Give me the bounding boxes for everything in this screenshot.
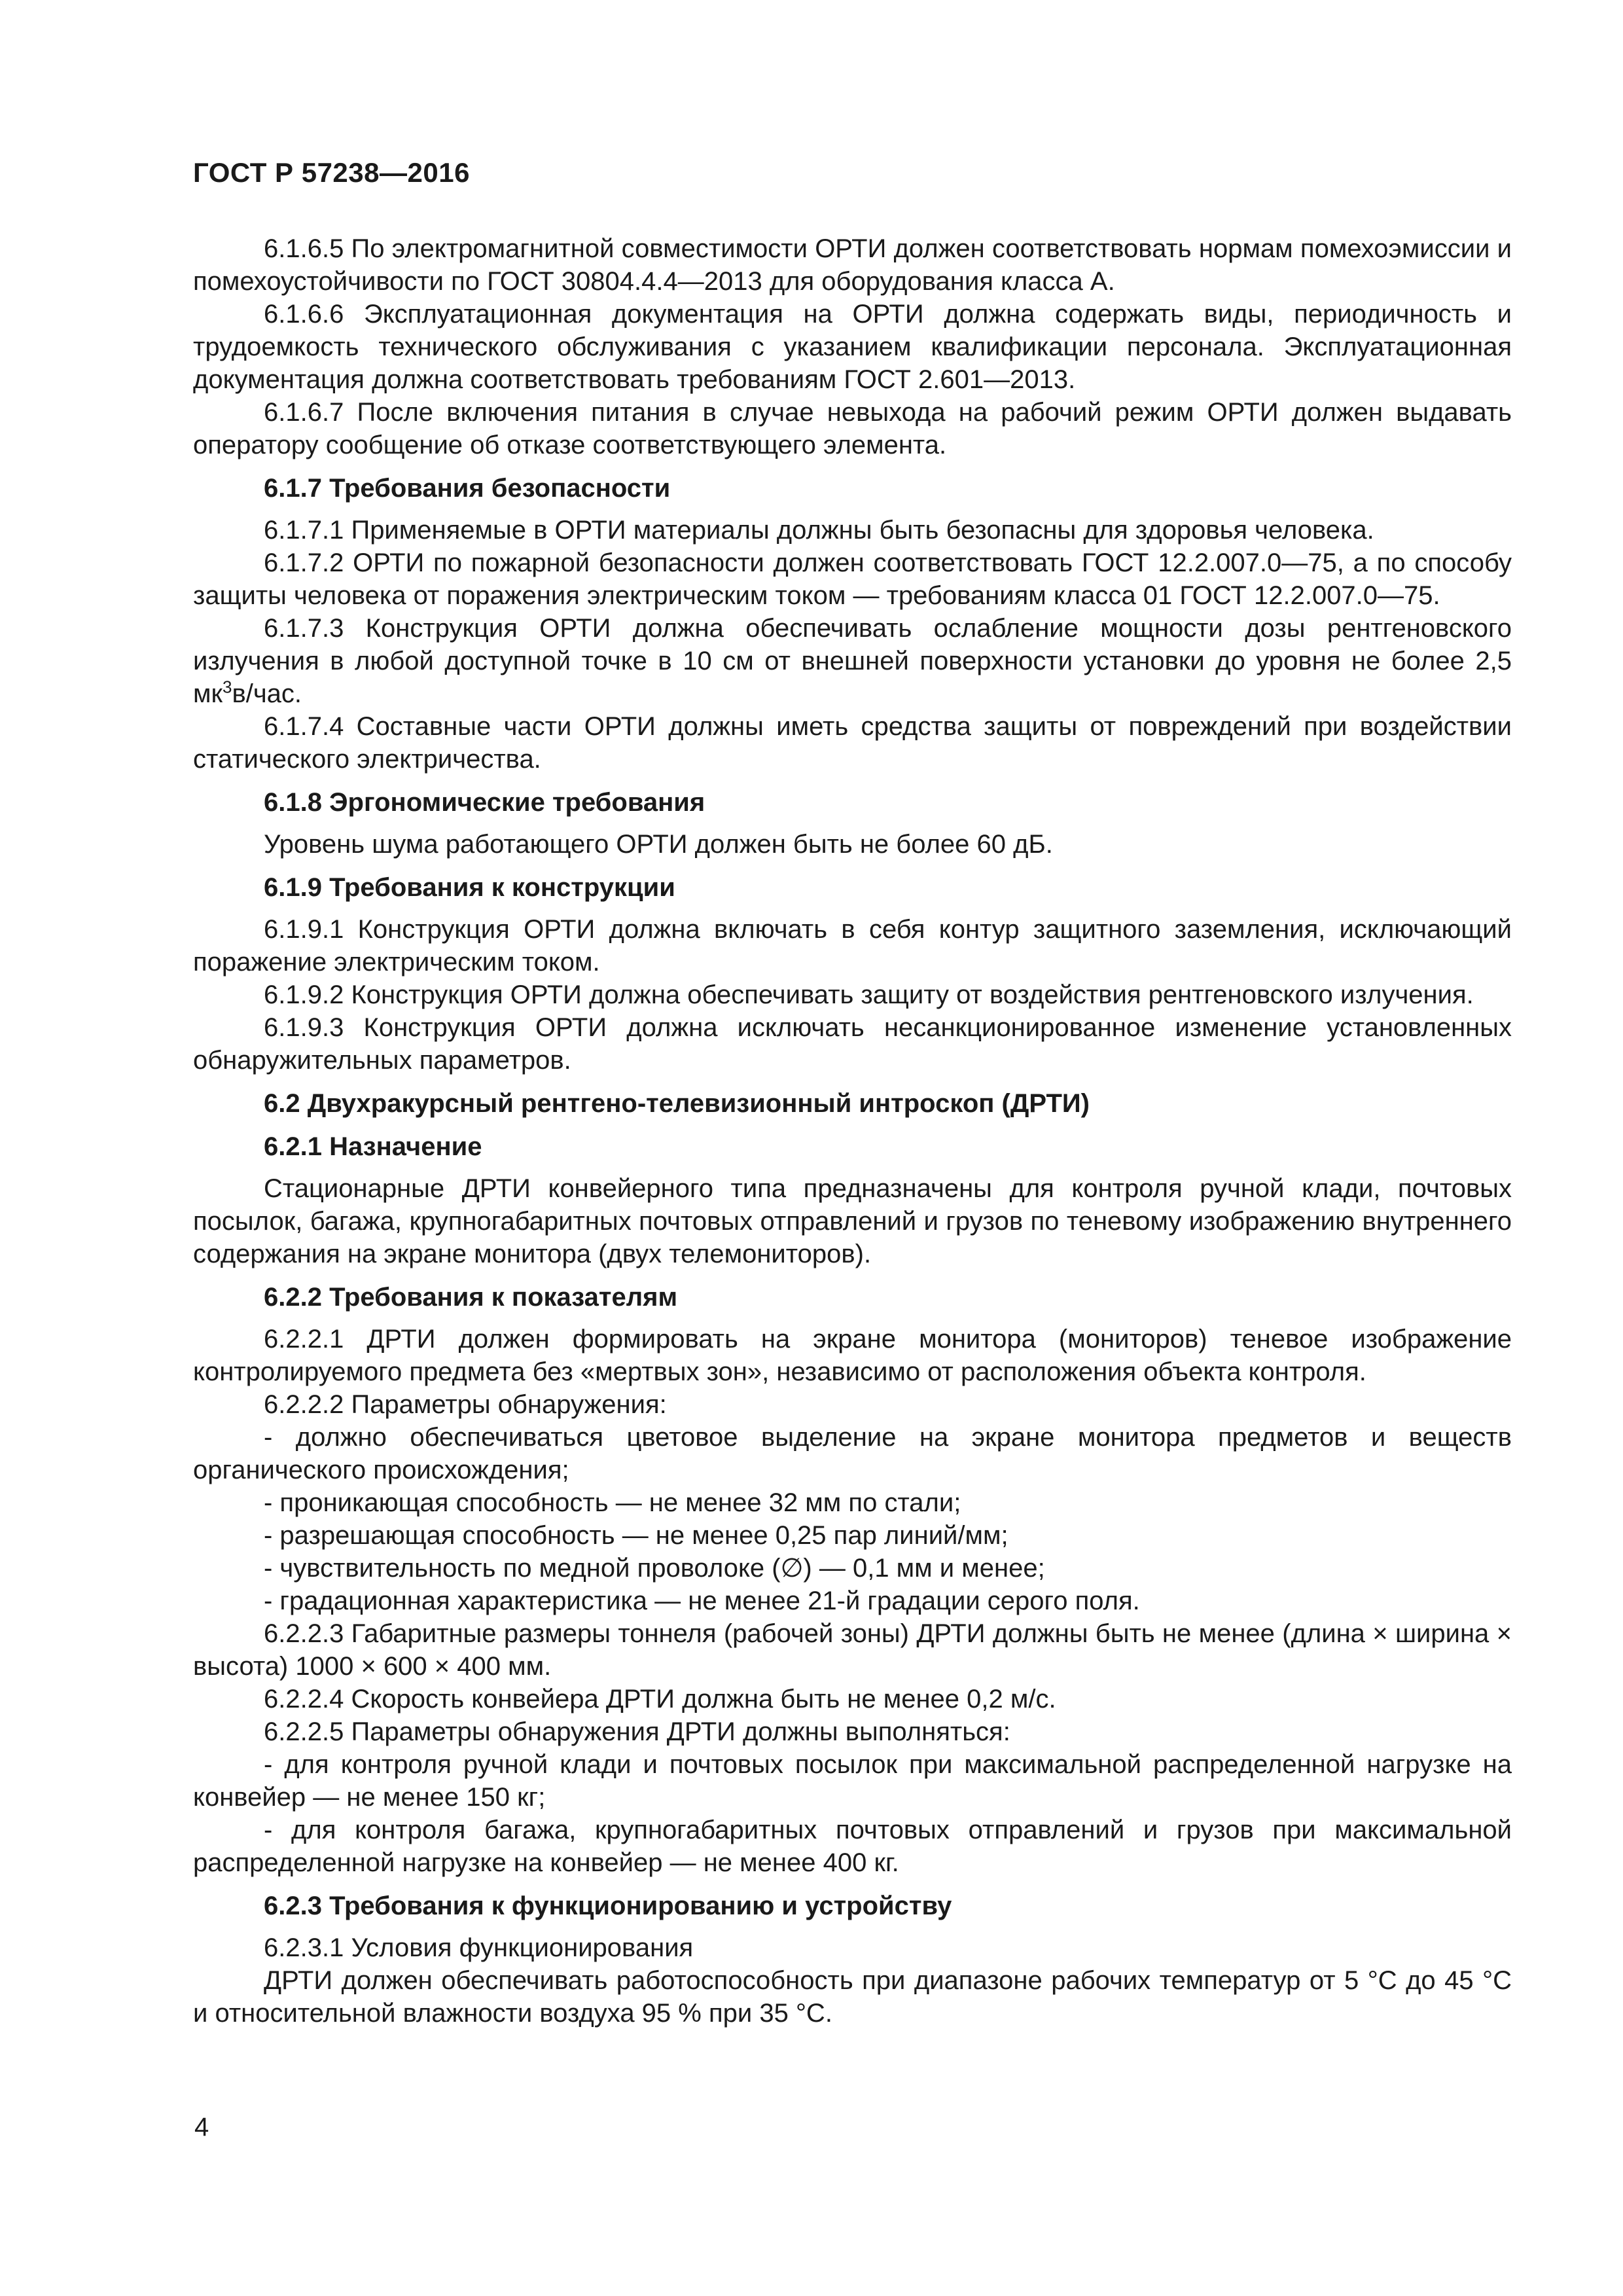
- paragraph-6-1-6-7: 6.1.6.7 После включения питания в случае невыхода на рабочий режим ОРТИ должен выдавать оператору сообщение об отказе соответствующего элемента.: [193, 398, 1512, 459]
- paragraph-6-1-6-5: 6.1.6.5 По электромагнитной совместимости ОРТИ должен соответствовать нормам помехоэмиссии и помехоустойчивости по ГОСТ 30804.4.4—2013 для оборудования класса А.: [193, 234, 1512, 296]
- list-item-gradation: - градационная характеристика — не менее 21-й градации серого поля.: [264, 1587, 1140, 1615]
- document-body: [193, 232, 1512, 2030]
- paragraph-6-1-6-6: 6.1.6.6 Эксплуатационная документация на ОРТИ должна содержать виды, периодичность и трудоемкость технического обслуживания с указанием квалификации персонала. Эксплуатационная документация должна соответствовать требованиям ГОСТ 2.601—2013.: [193, 300, 1512, 394]
- list-item-baggage: - для контроля багажа, крупногабаритных почтовых отправлений и грузов при максимальной распределенной нагрузке на конвейер — не менее 400 кг.: [193, 1816, 1512, 1877]
- heading-6-1-9: 6.1.9 Требования к конструкции: [264, 873, 675, 902]
- paragraph-6-2-1: Стационарные ДРТИ конвейерного типа предназначены для контроля ручной клади, почтовых посылок, багажа, крупногабаритных почтовых отправлений и грузов по теневому изображению внутреннего содержания на экране монитора (двух телемониторов).: [193, 1174, 1512, 1268]
- paragraph-6-1-7-3-text: 6.1.7.3 Конструкция ОРТИ должна обеспечивать ослабление мощности дозы рентгеновского излучения в любой доступной точке в 10 см от внешней поверхности установки до уровня не более 2,5 мк: [193, 614, 1512, 708]
- paragraph-6-2-3-1-conditions: ДРТИ должен обеспечивать работоспособность при диапазоне рабочих температур от 5 °С до 45 °С и относительной влажности воздуха 95 % при 35 °С.: [193, 1966, 1512, 2028]
- heading-6-2-2: 6.2.2 Требования к показателям: [264, 1283, 678, 1312]
- list-item-resolution: - разрешающая способность — не менее 0,25 пар линий/мм;: [264, 1521, 1008, 1550]
- paragraph-6-1-7-3: [193, 612, 1512, 710]
- list-item-organic: - должно обеспечиваться цветовое выделение на экране монитора предметов и веществ органического происхождения;: [193, 1423, 1512, 1484]
- paragraph-6-2-2-5: 6.2.2.5 Параметры обнаружения ДРТИ должны выполняться:: [264, 1717, 1010, 1746]
- paragraph-6-2-2-4: 6.2.2.4 Скорость конвейера ДРТИ должна быть не менее 0,2 м/с.: [264, 1685, 1056, 1713]
- document-header: ГОСТ Р 57238—2016: [193, 157, 470, 188]
- paragraph-6-1-9-1: 6.1.9.1 Конструкция ОРТИ должна включать в себя контур защитного заземления, исключающий поражение электрическим током.: [193, 915, 1512, 977]
- paragraph-6-1-7-4: 6.1.7.4 Составные части ОРТИ должны иметь средства защиты от повреждений при воздействии статического электричества.: [193, 712, 1512, 774]
- list-item-penetration: - проникающая способность — не менее 32 мм по стали;: [264, 1488, 961, 1517]
- paragraph-6-2-2-3: 6.2.2.3 Габаритные размеры тоннеля (рабочей зоны) ДРТИ должны быть не менее (длина × ширина × высота) 1000 × 600 × 400 мм.: [193, 1619, 1512, 1681]
- heading-6-2-3: 6.2.3 Требования к функционированию и устройству: [264, 1892, 952, 1920]
- heading-6-2-1: 6.2.1 Назначение: [264, 1132, 482, 1161]
- heading-6-2: 6.2 Двухракурсный рентгено-телевизионный интроскоп (ДРТИ): [264, 1089, 1090, 1118]
- paragraph-6-2-2-2: 6.2.2.2 Параметры обнаружения:: [264, 1390, 667, 1419]
- paragraph-6-2-2-1: 6.2.2.1 ДРТИ должен формировать на экране монитора (мониторов) теневое изображение контролируемого предмета без «мертвых зон», независимо от расположения объекта контроля.: [193, 1325, 1512, 1386]
- heading-6-1-8: 6.1.8 Эргономические требования: [264, 788, 705, 817]
- page-number: 4: [194, 2113, 209, 2142]
- paragraph-6-1-7-2: 6.1.7.2 ОРТИ по пожарной безопасности должен соответствовать ГОСТ 12.2.007.0—75, а по способу защиты человека от поражения электрическим током — требованиям класса 01 ГОСТ 12.2.007.0—75.: [193, 548, 1512, 610]
- paragraph-6-1-9-2: 6.1.9.2 Конструкция ОРТИ должна обеспечивать защиту от воздействия рентгеновского излучения.: [264, 980, 1474, 1009]
- list-item-hand-luggage: - для контроля ручной клади и почтовых посылок при максимальной распределенной нагрузке на конвейер — не менее 150 кг;: [193, 1750, 1512, 1812]
- list-item-sensitivity: - чувствительность по медной проволоке (∅) — 0,1 мм и менее;: [264, 1554, 1045, 1583]
- paragraph-6-1-9-3: 6.1.9.3 Конструкция ОРТИ должна исключать несанкционированное изменение установленных обнаружительных параметров.: [193, 1013, 1512, 1075]
- paragraph-6-1-7-3-unit: в/час.: [232, 679, 302, 708]
- paragraph-6-2-3-1: 6.2.3.1 Условия функционирования: [264, 1933, 694, 1962]
- paragraph-6-1-8: Уровень шума работающего ОРТИ должен быть не более 60 дБ.: [264, 830, 1053, 859]
- paragraph-6-1-7-1: 6.1.7.1 Применяемые в ОРТИ материалы должны быть безопасны для здоровья человека.: [264, 516, 1374, 545]
- superscript-3: 3: [223, 677, 232, 697]
- heading-6-1-7: 6.1.7 Требования безопасности: [264, 474, 671, 503]
